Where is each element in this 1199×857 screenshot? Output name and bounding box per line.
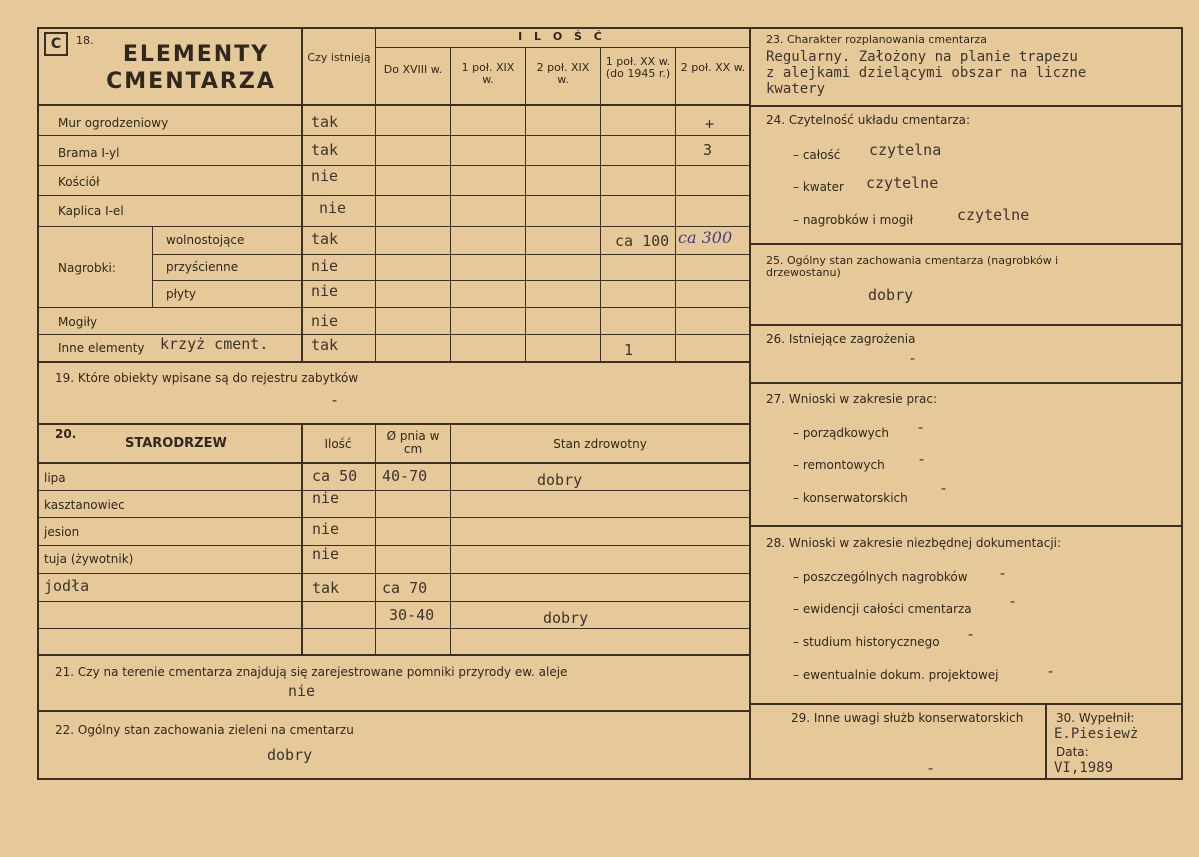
row-p5-mur: +	[705, 115, 715, 133]
row-exists-inne: tak	[311, 336, 339, 354]
row-label-plyty: płyty	[166, 287, 196, 301]
row-exists-brama: tak	[311, 141, 339, 159]
row-exists-wolnostojace: tak	[311, 230, 339, 248]
q26-answer: -	[908, 349, 918, 367]
q21-label: 21. Czy na terenie cmentarza znajdują się zarejestrowane pomniki przyrody ew. aleje	[55, 665, 568, 679]
q24-item-label-1: – całość	[793, 148, 841, 162]
q28-dash-1: -	[998, 564, 1008, 582]
q20-number: 20.	[55, 427, 77, 441]
q30-name: E.Piesiewż	[1054, 726, 1139, 742]
tree-count-5: tak	[312, 579, 340, 597]
row-p5-brama: 3	[703, 141, 713, 159]
q19-answer: -	[330, 391, 340, 409]
q28-item-3: – studium historycznego	[793, 635, 940, 649]
q30-label: 30. Wypełnił:	[1056, 711, 1135, 725]
row-label-brama: Brama I-yl	[58, 146, 120, 160]
tree-health-6: dobry	[543, 609, 589, 627]
q20-col-pnia: Ø pnia w cm	[386, 429, 440, 457]
q28-dash-2: -	[1008, 592, 1018, 610]
q28-dash-4: -	[1046, 662, 1056, 680]
q30-date-label: Data:	[1056, 745, 1089, 759]
row-label-inne: Inne elementy	[58, 341, 145, 355]
q20-title: STARODRZEW	[125, 436, 227, 451]
row-label-mogily: Mogiły	[58, 315, 98, 329]
q25-label: 25. Ogólny stan zachowania cmentarza (nagrobków i drzewostanu)	[766, 254, 1059, 280]
q19-label: 19. Które obiekty wpisane są do rejestru zabytków	[55, 371, 359, 385]
tree-name-4: tuja (żywotnik)	[44, 552, 134, 566]
tree-count-2: nie	[312, 489, 340, 507]
q30-date: VI,1989	[1054, 760, 1114, 776]
q25-answer: dobry	[868, 286, 914, 304]
row-exists-mogily: nie	[311, 312, 339, 330]
q24-item-value-2: czytelne	[866, 174, 939, 192]
tree-health-1: dobry	[537, 471, 583, 489]
period-col-5: 2 poł. XX w.	[680, 61, 746, 74]
row-label-przyscienne: przyścienne	[166, 260, 239, 274]
period-col-3: 2 poł. XIX w.	[536, 61, 590, 87]
q28-dash-3: -	[966, 625, 976, 643]
q24-item-value-1: czytelna	[869, 141, 942, 159]
q24-item-label-3: – nagrobków i mogił	[793, 213, 914, 227]
ilosc-header: I L O Ś Ć	[518, 30, 606, 43]
q23-answer-line3: kwatery	[766, 81, 826, 97]
q24-item-label-2: – kwater	[793, 180, 844, 194]
row-label-mur: Mur ogrodzeniowy	[58, 116, 169, 130]
q27-dash-3: -	[939, 479, 949, 497]
col-czy-istnieja: Czy istnieją	[307, 51, 371, 64]
q23-answer-line1: Regularny. Założony na planie trapezu	[766, 49, 1078, 65]
q20-col-ilosc: Ilość	[324, 437, 352, 451]
section-letter-box: C	[44, 32, 68, 56]
q27-dash-2: -	[917, 450, 927, 468]
q27-label: 27. Wnioski w zakresie prac:	[766, 392, 938, 406]
q26-label: 26. Istniejące zagrożenia	[766, 332, 916, 346]
tree-count-1: ca 50	[312, 467, 358, 485]
row-label-kaplica: Kaplica I-el	[58, 204, 124, 218]
q27-dash-1: -	[916, 418, 926, 436]
q27-item-3: – konserwatorskich	[793, 491, 908, 505]
row-exists-mur: tak	[311, 113, 339, 131]
tree-name-1: lipa	[44, 471, 66, 485]
row-exists-plyty: nie	[311, 282, 339, 300]
period-col-4: 1 poł. XX w. (do 1945 r.)	[605, 55, 671, 81]
q27-item-2: – remontowych	[793, 458, 885, 472]
period-col-1: Do XVIII w.	[383, 63, 443, 76]
section-21	[37, 654, 751, 712]
tree-name-3: jesion	[44, 525, 80, 539]
q20-col-stan: Stan zdrowotny	[553, 437, 647, 451]
q29-answer: -	[926, 759, 936, 777]
row-exists-przyscienne: nie	[311, 257, 339, 275]
row-extra-inne: krzyż cment.	[160, 335, 269, 353]
nagrobki-label: Nagrobki:	[58, 261, 116, 275]
q24-item-value-3: czytelne	[957, 206, 1030, 224]
tree-diameter-1: 40-70	[382, 467, 428, 485]
tree-diameter-5: ca 70	[382, 579, 428, 597]
row-exists-kosciol: nie	[311, 167, 339, 185]
q23-answer-line2: z alejkami dzielącymi obszar na liczne	[766, 65, 1087, 81]
tree-name-5: jodła	[44, 577, 90, 595]
period-col-2: 1 poł. XIX w.	[461, 61, 515, 87]
tree-diameter-6: 30-40	[389, 606, 435, 624]
tree-name-2: kasztanowiec	[44, 498, 125, 512]
q23-label: 23. Charakter rozplanowania cmentarza	[766, 33, 987, 46]
title-line1: ELEMENTY	[122, 42, 270, 67]
q28-item-2: – ewidencji całości cmentarza	[793, 602, 972, 616]
tree-count-3: nie	[312, 520, 340, 538]
row-p4-wolnostojace: ca 100	[615, 232, 670, 250]
section-22	[37, 710, 751, 780]
q24-label: 24. Czytelność układu cmentarza:	[766, 113, 971, 127]
row-p4-inne: 1	[624, 341, 634, 359]
q28-item-4: – ewentualnie dokum. projektowej	[793, 668, 999, 682]
q22-label: 22. Ogólny stan zachowania zieleni na cmentarzu	[55, 723, 354, 737]
q28-label: 28. Wnioski w zakresie niezbędnej dokumentacji:	[766, 536, 1062, 550]
q28-item-1: – poszczególnych nagrobków	[793, 570, 968, 584]
tree-count-4: nie	[312, 545, 340, 563]
row-label-kosciol: Kościół	[58, 175, 100, 189]
row-p5-wolnostojace: ca 300	[678, 228, 733, 247]
row-exists-kaplica: nie	[319, 199, 347, 217]
q21-answer: nie	[288, 682, 316, 700]
q22-answer: dobry	[267, 746, 313, 764]
title-line2: CMENTARZA	[106, 69, 276, 94]
section-number: 18.	[76, 34, 94, 47]
q27-item-1: – porządkowych	[793, 426, 889, 440]
q29-label: 29. Inne uwagi służb konserwatorskich	[791, 711, 1024, 725]
row-label-wolnostojace: wolnostojące	[166, 233, 245, 247]
